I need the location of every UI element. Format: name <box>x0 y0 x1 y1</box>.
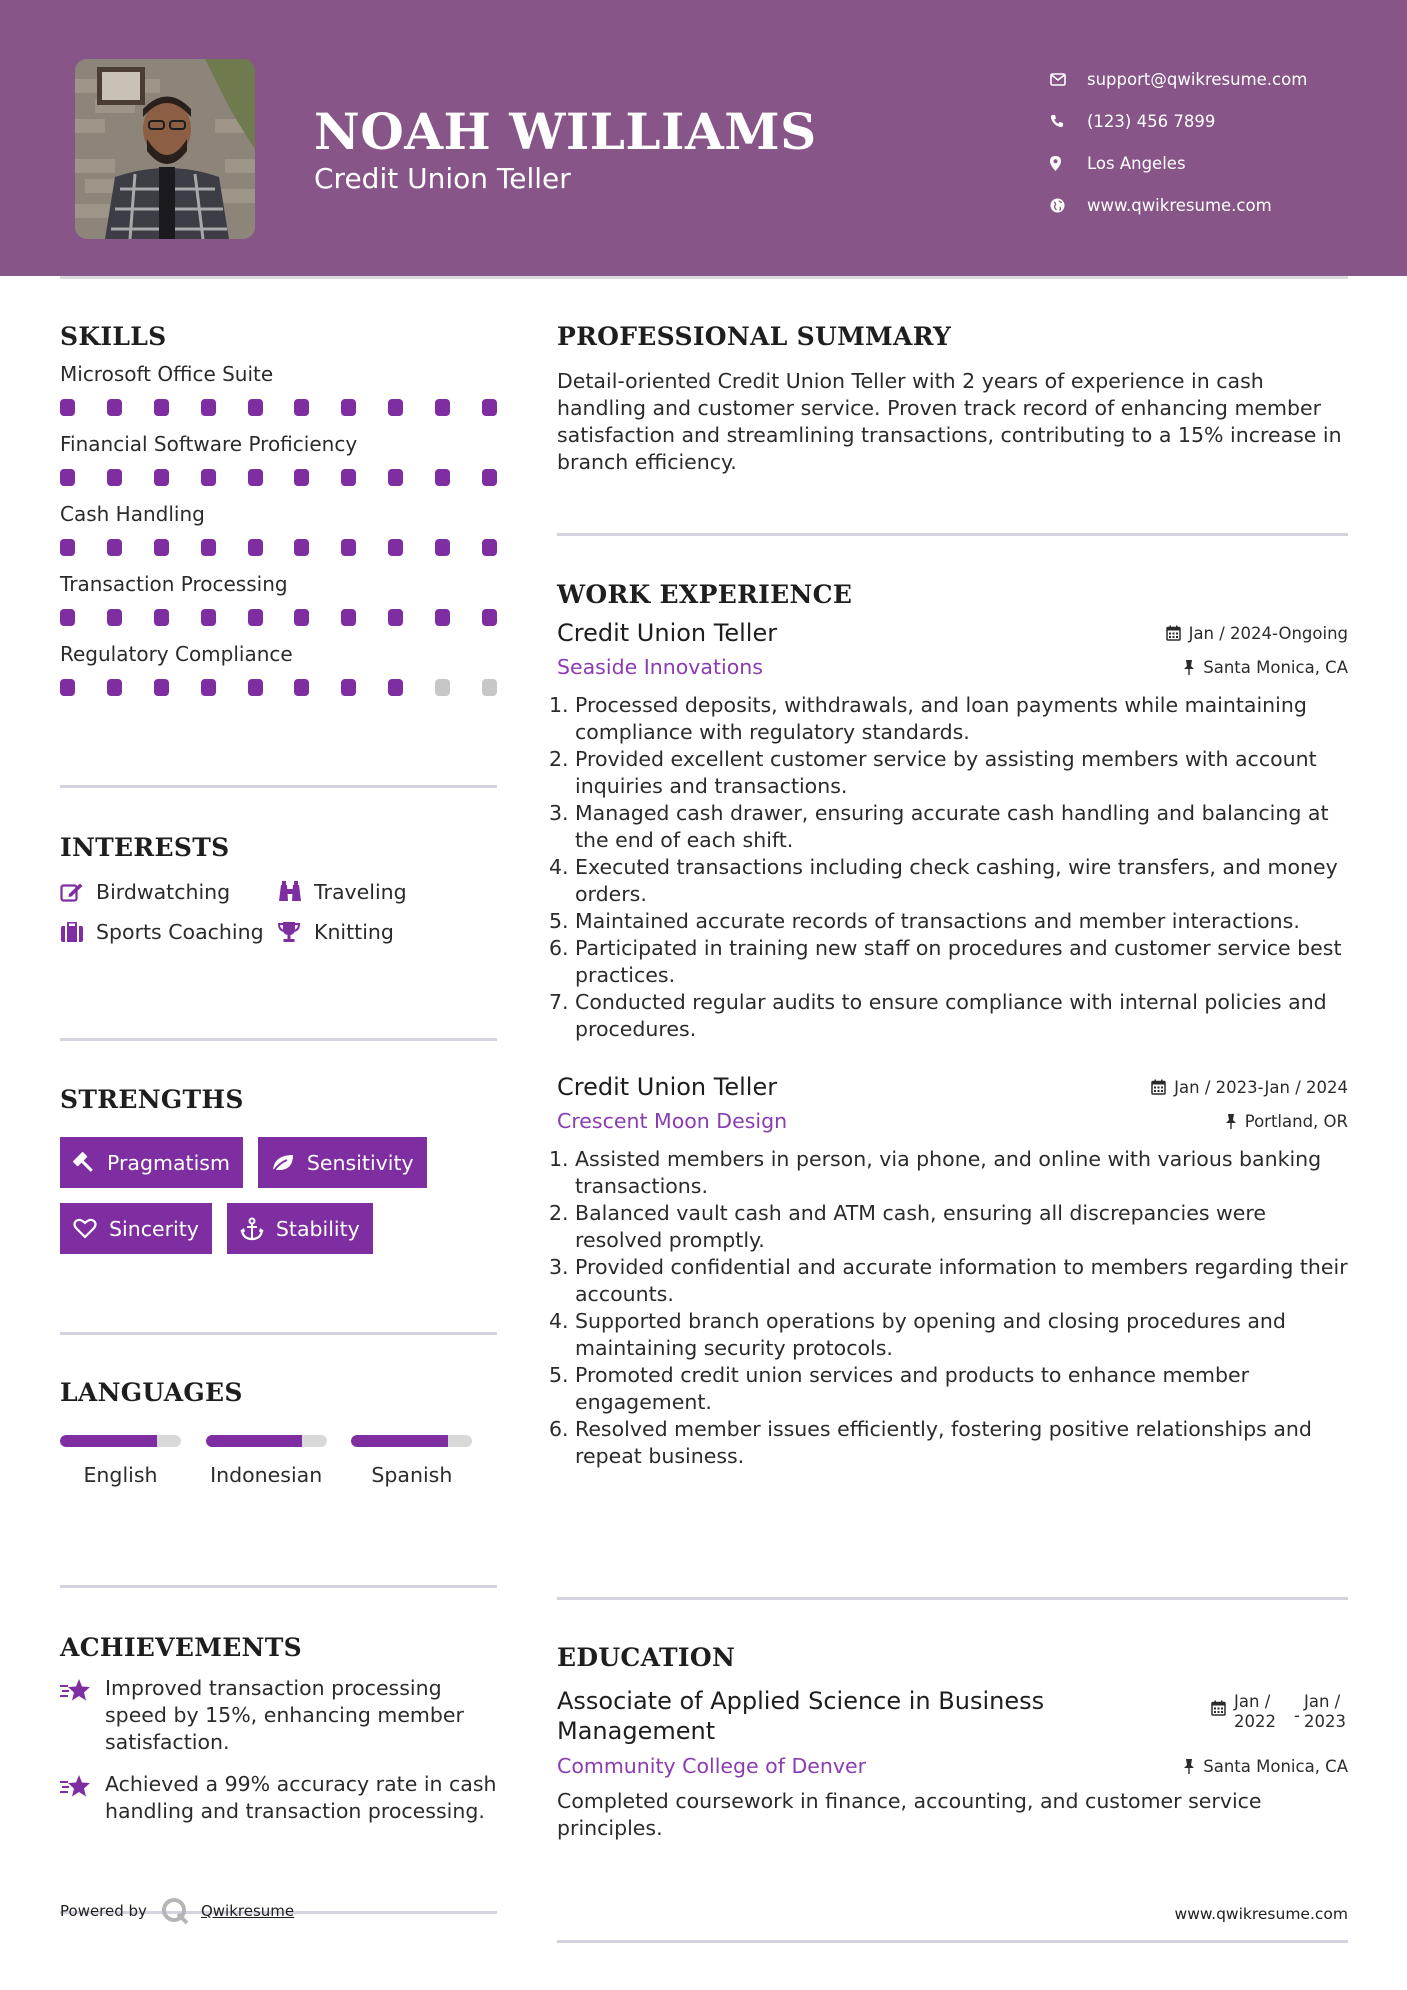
section-title: INTERESTS <box>60 833 230 862</box>
skill-item <box>60 432 497 486</box>
education-description: Completed coursework in finance, accounting, and customer service principles. <box>557 1789 1262 1840</box>
bullet-item <box>549 1200 1348 1254</box>
heart-icon <box>73 1218 97 1239</box>
section-divider <box>60 1038 497 1041</box>
rating-dot-filled <box>60 469 75 486</box>
pushpin-icon <box>1225 1114 1237 1129</box>
strength-tag <box>60 1203 212 1254</box>
pushpin-icon <box>1183 660 1195 675</box>
section-title: LANGUAGES <box>60 1378 243 1407</box>
gavel-icon <box>73 1152 95 1174</box>
bullet-number: 1. <box>549 1147 569 1171</box>
section-title: EDUCATION <box>557 1643 736 1672</box>
contact-text: (123) 456 7899 <box>1087 111 1216 131</box>
section-title: WORK EXPERIENCE <box>557 580 853 609</box>
contact-website[interactable] <box>1050 184 1380 226</box>
skills-section <box>60 322 497 785</box>
rating-dot-filled <box>107 539 122 556</box>
bullet-text: Provided excellent customer service by assisting members with account inquiries and transactions. <box>575 747 1317 798</box>
dates-text: Jan / 2024-Ongoing <box>1188 623 1348 643</box>
language-item <box>206 1435 352 1487</box>
section-divider <box>557 1597 1348 1600</box>
rating-dot-filled <box>154 609 169 626</box>
rating-dot-empty <box>435 679 450 696</box>
experience-section <box>549 580 1348 1597</box>
rating-dot-filled <box>107 399 122 416</box>
rating-dot-filled <box>154 399 169 416</box>
interest-item <box>60 920 278 944</box>
trophy-icon <box>278 921 314 943</box>
job-bullets <box>549 692 1348 1043</box>
education-start: Jan / 2022 <box>1234 1692 1277 1731</box>
rating-dot-filled <box>482 539 497 556</box>
rating-dot-filled <box>201 679 216 696</box>
powered-by-text: Powered by <box>60 1902 147 1920</box>
bullet-number: 3. <box>549 801 569 825</box>
rating-dot-filled <box>60 539 75 556</box>
skill-item <box>60 362 497 416</box>
bullet-text: Managed cash drawer, ensuring accurate cash handling and balancing at the end of each shift. <box>575 801 1329 852</box>
job-bullets <box>549 1146 1348 1470</box>
interests-list <box>60 880 497 944</box>
edit-icon <box>60 882 96 902</box>
job-location <box>1183 658 1348 677</box>
rating-dot-filled <box>435 539 450 556</box>
achievements-section <box>60 1633 497 1911</box>
bullet-text: Promoted credit union services and products to enhance member engagement. <box>575 1363 1250 1414</box>
bullet-text: Processed deposits, withdrawals, and loan payments while maintaining compliance with regulatory standards. <box>575 693 1307 744</box>
rating-dot-filled <box>248 679 263 696</box>
job-entry <box>549 1073 1348 1470</box>
strengths-section <box>60 1085 497 1332</box>
rating-dot-filled <box>341 539 356 556</box>
achievements-list <box>60 1675 497 1825</box>
bullet-text: Assisted members in person, via phone, and online with various banking transactions. <box>575 1147 1322 1198</box>
bullet-item <box>549 854 1348 908</box>
rating-dot-filled <box>107 679 122 696</box>
bullet-text: Balanced vault cash and ATM cash, ensuring all discrepancies were resolved promptly. <box>575 1201 1266 1252</box>
contact-phone[interactable] <box>1050 100 1380 142</box>
bullet-item <box>549 1416 1348 1470</box>
left-column <box>60 300 497 1914</box>
header-divider <box>60 276 1348 279</box>
achievement-item <box>60 1675 497 1756</box>
languages-list <box>60 1435 497 1487</box>
school-name: Community College of Denver <box>557 1754 867 1778</box>
bullet-number: 1. <box>549 693 569 717</box>
section-divider <box>557 533 1348 536</box>
calendar-icon <box>1151 1079 1166 1095</box>
bullet-item <box>549 989 1348 1043</box>
binoculars-icon <box>278 881 314 903</box>
education-end: Jan / 2023 <box>1304 1692 1346 1731</box>
rating-dot-filled <box>435 469 450 486</box>
summary-text: Detail-oriented Credit Union Teller with 2 years of experience in cash handling and customer service. Proven track record of enhancing member satisfaction and streamlining transactions, contributing to a 15% increase in branch efficiency. <box>557 369 1342 474</box>
rating-dot-filled <box>60 609 75 626</box>
skill-rating <box>60 539 497 556</box>
envelope-icon <box>1050 73 1087 86</box>
jobs-list <box>549 619 1348 1470</box>
job-title: Credit Union Teller <box>557 1073 778 1101</box>
contact-text: Los Angeles <box>1087 153 1186 173</box>
skill-rating <box>60 609 497 626</box>
section-title: STRENGTHS <box>60 1085 244 1114</box>
strength-label: Sincerity <box>109 1216 199 1241</box>
contact-text: support@qwikresume.com <box>1087 69 1308 89</box>
education-dates <box>1211 1692 1348 1732</box>
globe-icon <box>1050 198 1087 213</box>
map-pin-icon <box>1050 156 1087 171</box>
bullet-number: 5. <box>549 1363 569 1387</box>
language-level-bar <box>351 1435 472 1447</box>
rating-dot-filled <box>201 609 216 626</box>
contact-text: www.qwikresume.com <box>1087 195 1272 215</box>
phone-icon <box>1050 114 1087 128</box>
skill-name: Cash Handling <box>60 502 205 526</box>
anchor-icon <box>240 1217 264 1241</box>
bullet-text: Conducted regular audits to ensure compliance with internal policies and procedures. <box>575 990 1327 1041</box>
pushpin-icon <box>1183 1759 1195 1774</box>
company-name: Seaside Innovations <box>557 655 763 679</box>
rating-dot-filled <box>341 609 356 626</box>
language-level-fill <box>351 1435 448 1447</box>
skill-name: Transaction Processing <box>60 572 288 596</box>
rating-dot-filled <box>107 469 122 486</box>
skill-rating <box>60 469 497 486</box>
rating-dot-filled <box>341 679 356 696</box>
rating-dot-filled <box>388 469 403 486</box>
bullet-item <box>549 908 1348 935</box>
rating-dot-filled <box>482 399 497 416</box>
rating-dot-filled <box>388 539 403 556</box>
strength-label: Sensitivity <box>306 1150 414 1175</box>
language-name: Spanish <box>371 1463 453 1487</box>
job-dates <box>1166 624 1348 643</box>
strength-label: Pragmatism <box>107 1150 230 1175</box>
skill-name: Microsoft Office Suite <box>60 362 274 386</box>
rating-dot-empty <box>482 679 497 696</box>
language-level-bar <box>60 1435 181 1447</box>
rating-dot-filled <box>388 399 403 416</box>
interest-item <box>278 880 497 904</box>
achievement-text: Improved transaction processing speed by 15%, enhancing member satisfaction. <box>105 1676 464 1754</box>
strength-tag <box>258 1137 427 1188</box>
rating-dot-filled <box>388 679 403 696</box>
language-level-fill <box>206 1435 303 1447</box>
languages-section <box>60 1378 497 1585</box>
bullet-text: Supported branch operations by opening and closing procedures and maintaining security protocols. <box>575 1309 1286 1360</box>
rating-dot-filled <box>154 679 169 696</box>
achievement-item <box>60 1771 497 1825</box>
star-icon <box>60 1771 105 1825</box>
location-text: Santa Monica, CA <box>1203 1756 1348 1776</box>
job-title: Credit Union Teller <box>557 619 778 647</box>
bullet-number: 4. <box>549 855 569 879</box>
skills-list <box>60 362 497 696</box>
section-divider <box>557 1940 1348 1943</box>
bullet-number: 3. <box>549 1255 569 1279</box>
interest-label: Sports Coaching <box>96 920 264 944</box>
bullet-number: 2. <box>549 747 569 771</box>
section-title: PROFESSIONAL SUMMARY <box>557 322 952 351</box>
summary-section <box>557 322 1348 533</box>
rating-dot-filled <box>294 609 309 626</box>
rating-dot-filled <box>248 539 263 556</box>
rating-dot-filled <box>341 469 356 486</box>
bullet-item <box>549 692 1348 746</box>
education-section <box>557 1643 1348 1940</box>
location-text: Santa Monica, CA <box>1203 657 1348 677</box>
bullet-number: 2. <box>549 1201 569 1225</box>
bullet-text: Maintained accurate records of transactions and member interactions. <box>575 909 1300 933</box>
rating-dot-filled <box>294 679 309 696</box>
bullet-item <box>549 800 1348 854</box>
calendar-icon <box>1166 625 1181 641</box>
candidate-title: Credit Union Teller <box>314 162 571 195</box>
bullet-text: Resolved member issues efficiently, fostering positive relationships and repeat business. <box>575 1417 1312 1468</box>
section-title: SKILLS <box>60 322 167 351</box>
interest-label: Knitting <box>314 920 394 944</box>
contact-email[interactable] <box>1050 58 1380 100</box>
rating-dot-filled <box>60 679 75 696</box>
skill-rating <box>60 399 497 416</box>
interests-section <box>60 833 497 1038</box>
leaf-icon <box>271 1153 295 1173</box>
rating-dot-filled <box>482 469 497 486</box>
date-separator: - <box>1294 1706 1300 1725</box>
education-location <box>1183 1757 1348 1776</box>
language-item <box>351 1435 497 1487</box>
bullet-item <box>549 1254 1348 1308</box>
bullet-number: 4. <box>549 1309 569 1333</box>
language-name: Indonesian <box>210 1463 323 1487</box>
star-icon <box>60 1675 105 1756</box>
bullet-number: 7. <box>549 990 569 1014</box>
qwikresume-logo-icon <box>161 1897 189 1925</box>
interest-item <box>60 880 278 904</box>
rating-dot-filled <box>60 399 75 416</box>
bullet-text: Provided confidential and accurate information to members regarding their accounts. <box>575 1255 1348 1306</box>
job-location <box>1225 1112 1348 1131</box>
section-title: ACHIEVEMENTS <box>60 1633 302 1662</box>
footer-url[interactable]: www.qwikresume.com <box>1174 1905 1348 1923</box>
bullet-number: 6. <box>549 1417 569 1441</box>
bullet-number: 6. <box>549 936 569 960</box>
skill-item <box>60 642 497 696</box>
strengths-list <box>60 1137 497 1254</box>
achievement-text: Achieved a 99% accuracy rate in cash handling and transaction processing. <box>105 1772 497 1823</box>
rating-dot-filled <box>201 539 216 556</box>
location-text: Portland, OR <box>1244 1111 1348 1131</box>
skill-item <box>60 572 497 626</box>
bullet-item <box>549 1308 1348 1362</box>
rating-dot-filled <box>294 469 309 486</box>
section-divider <box>60 785 497 788</box>
profile-photo <box>75 59 255 239</box>
rating-dot-filled <box>248 469 263 486</box>
rating-dot-filled <box>154 469 169 486</box>
strength-tag <box>60 1137 243 1188</box>
interest-label: Birdwatching <box>96 880 231 904</box>
right-column <box>549 300 1348 1943</box>
rating-dot-filled <box>248 399 263 416</box>
rating-dot-filled <box>435 609 450 626</box>
bullet-item <box>549 1146 1348 1200</box>
interest-label: Traveling <box>314 880 407 904</box>
rating-dot-filled <box>388 609 403 626</box>
rating-dot-filled <box>201 469 216 486</box>
contact-location <box>1050 142 1380 184</box>
briefcase-icon <box>60 922 96 942</box>
resume-header <box>0 0 1407 276</box>
bullet-text: Executed transactions including check cashing, wire transfers, and money orders. <box>575 855 1338 906</box>
brand-link[interactable]: Qwikresume <box>200 1902 295 1920</box>
footer-powered <box>60 1897 294 1925</box>
bullet-item <box>549 935 1348 989</box>
skill-item <box>60 502 497 556</box>
skill-rating <box>60 679 497 696</box>
bullet-item <box>549 1362 1348 1416</box>
bullet-number: 5. <box>549 909 569 933</box>
dates-text: Jan / 2023-Jan / 2024 <box>1174 1077 1348 1097</box>
language-level-bar <box>206 1435 327 1447</box>
company-name: Crescent Moon Design <box>557 1109 788 1133</box>
language-name: English <box>83 1463 158 1487</box>
contact-list <box>1050 58 1380 226</box>
degree-title: Associate of Applied Science in Business Management <box>557 1687 1045 1745</box>
rating-dot-filled <box>294 399 309 416</box>
rating-dot-filled <box>435 399 450 416</box>
bullet-item <box>549 746 1348 800</box>
rating-dot-filled <box>201 399 216 416</box>
interest-item <box>278 920 497 944</box>
section-divider <box>60 1585 497 1588</box>
job-dates <box>1151 1078 1348 1097</box>
rating-dot-filled <box>294 539 309 556</box>
rating-dot-filled <box>248 609 263 626</box>
calendar-icon <box>1211 1700 1226 1716</box>
strength-tag <box>227 1203 373 1254</box>
rating-dot-filled <box>482 609 497 626</box>
rating-dot-filled <box>341 399 356 416</box>
language-level-fill <box>60 1435 157 1447</box>
strength-label: Stability <box>275 1216 360 1241</box>
rating-dot-filled <box>154 539 169 556</box>
skill-name: Regulatory Compliance <box>60 642 293 666</box>
rating-dot-filled <box>107 609 122 626</box>
section-divider <box>60 1332 497 1335</box>
candidate-name: NOAH WILLIAMS <box>314 102 817 161</box>
bullet-text: Participated in training new staff on procedures and customer service best practices. <box>575 936 1342 987</box>
skill-name: Financial Software Proficiency <box>60 432 358 456</box>
job-entry <box>549 619 1348 1043</box>
language-item <box>60 1435 206 1487</box>
